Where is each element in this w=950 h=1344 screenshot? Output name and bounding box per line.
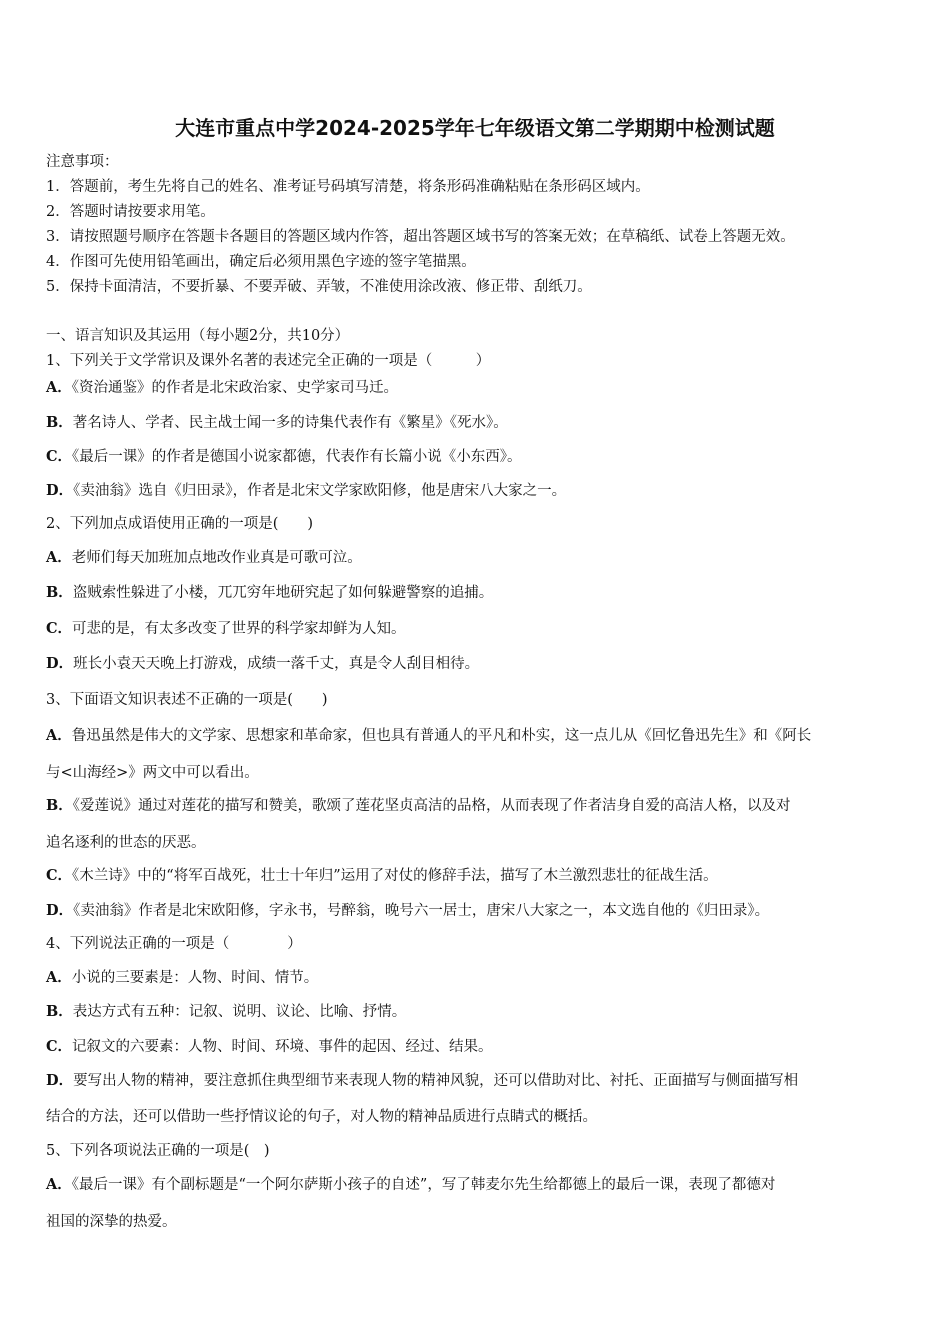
option-label: D． <box>46 1072 74 1089</box>
notice-item: 5．保持卡面清洁，不要折暴、不要弄破、弄皱，不准使用涂改液、修正带、刮纸刀。 <box>46 279 592 295</box>
option-text: 《最后一课》有个副标题是“一个阿尔萨斯小孩子的自述”，写了韩麦尔先生给都德上的最后一课，表现了都德对 <box>71 1177 776 1193</box>
question-stem: 4、下列说法正确的一项是（ ） <box>46 936 302 952</box>
option-text: 《爱莲说》通过对莲花的描写和赞美，歌颂了莲花坚贞高洁的品格，从而表现了作者洁身自爱的高洁人格，以及对 <box>72 798 791 814</box>
option-line <box>46 726 916 746</box>
option-line <box>46 583 916 603</box>
option-text: 班长小袁天天晚上打游戏，成绩一落千丈，真是令人刮目相待。 <box>73 656 480 672</box>
notice-heading: 注意事项： <box>46 154 119 170</box>
option-line <box>46 447 916 467</box>
option-continuation: 结合的方法，还可以借助一些抒情议论的句子，对人物的精神品质进行点睛式的概括。 <box>46 1109 597 1125</box>
option-label: D． <box>46 655 74 672</box>
option-text: 可悲的是，有太多改变了世界的科学家却鲜为人知。 <box>72 621 406 637</box>
option-label: B． <box>46 797 73 814</box>
page-title: 大连市重点中学2024-2025学年七年级语文第二学期期中检测试题 <box>175 116 775 140</box>
option-text: 著名诗人、学者、民主战士闻一多的诗集代表作有《繁星》《死水》。 <box>72 415 508 431</box>
option-label: A． <box>46 727 72 744</box>
option-line <box>46 548 916 568</box>
option-label: A． <box>46 549 72 566</box>
option-label: C． <box>46 867 73 884</box>
option-text: 鲁迅虽然是伟大的文学家、思想家和革命家，但也具有普通人的平凡和朴实，这一点儿从《回忆鲁迅先生》和《阿长 <box>71 728 812 744</box>
option-text: 《最后一课》的作者是德国小说家都德，代表作有长篇小说《小东西》。 <box>72 449 522 465</box>
option-text: 表达方式有五种：记叙、说明、议论、比喻、抒情。 <box>72 1004 407 1020</box>
option-text: 老师们每天加班加点地改作业真是可歌可泣。 <box>71 550 362 566</box>
option-text: 《木兰诗》中的“将军百战死，壮士十年归”运用了对仗的修辞手法，描写了木兰激烈悲壮的征战生活。 <box>72 868 718 884</box>
notice-item: 3．请按照题号顺序在答题卡各题目的答题区域内作答，超出答题区域书写的答案无效；在草稿纸、试卷上答题无效。 <box>46 229 795 245</box>
option-line <box>46 1002 916 1022</box>
option-line <box>46 481 916 501</box>
question-stem: 1、下列关于文学常识及课外名著的表述完全正确的一项是（ ） <box>46 353 491 369</box>
option-text: 要写出人物的精神，要注意抓住典型细节来表现人物的精神风貌，还可以借助对比、衬托、正面描写与侧面描写相 <box>73 1073 799 1089</box>
option-continuation: 与<山海经>》两文中可以看出。 <box>46 765 259 781</box>
option-label: C． <box>46 448 73 465</box>
option-label: A． <box>46 1176 72 1193</box>
option-line <box>46 901 916 921</box>
option-label: A． <box>46 379 72 396</box>
option-line <box>46 1175 916 1195</box>
option-label: A． <box>46 969 72 986</box>
option-line <box>46 378 916 398</box>
question-stem: 2、下列加点成语使用正确的一项是( ) <box>46 516 314 532</box>
option-line <box>46 654 916 674</box>
option-line <box>46 866 916 886</box>
option-label: B． <box>46 414 73 431</box>
option-label: D． <box>46 482 74 499</box>
option-text: 《资治通鉴》的作者是北宋政治家、史学家司马迁。 <box>71 380 399 396</box>
question-stem: 3、下面语文知识表述不正确的一项是( ) <box>46 692 328 708</box>
question-stem: 5、下列各项说法正确的一项是( ) <box>46 1143 270 1159</box>
option-text: 记叙文的六要素：人物、时间、环境、事件的起因、经过、结果。 <box>72 1039 493 1055</box>
option-label: C． <box>46 620 73 637</box>
notice-item: 1．答题前，考生先将自己的姓名、准考证号码填写清楚，将条形码准确粘贴在条形码区域内。 <box>46 179 650 195</box>
option-continuation: 追名逐利的世态的厌恶。 <box>46 835 206 851</box>
option-line <box>46 796 916 816</box>
option-line <box>46 619 916 639</box>
option-text: 小说的三要素是：人物、时间、情节。 <box>71 970 319 986</box>
option-text: 《卖油翁》作者是北宋欧阳修，字永书，号醉翁，晚号六一居士，唐宋八大家之一，本文选自他的《归田录》。 <box>73 903 770 919</box>
option-text: 《卖油翁》选自《归田录》，作者是北宋文学家欧阳修，他是唐宋八大家之一。 <box>73 483 567 499</box>
option-continuation: 祖国的深挚的热爱。 <box>46 1214 177 1230</box>
option-label: B． <box>46 1003 73 1020</box>
section-heading: 一、语言知识及其运用（每小题2分，共10分） <box>46 328 350 344</box>
option-label: D． <box>46 902 74 919</box>
option-line <box>46 1071 916 1091</box>
option-text: 盗贼索性躲进了小楼，兀兀穷年地研究起了如何躲避警察的追捕。 <box>72 585 494 601</box>
option-line <box>46 413 916 433</box>
option-label: B． <box>46 584 73 601</box>
notice-item: 2．答题时请按要求用笔。 <box>46 204 215 220</box>
option-line <box>46 968 916 988</box>
option-label: C． <box>46 1038 73 1055</box>
option-line <box>46 1037 916 1057</box>
notice-item: 4．作图可先使用铅笔画出，确定后必须用黑色字迹的签字笔描黑。 <box>46 254 476 270</box>
